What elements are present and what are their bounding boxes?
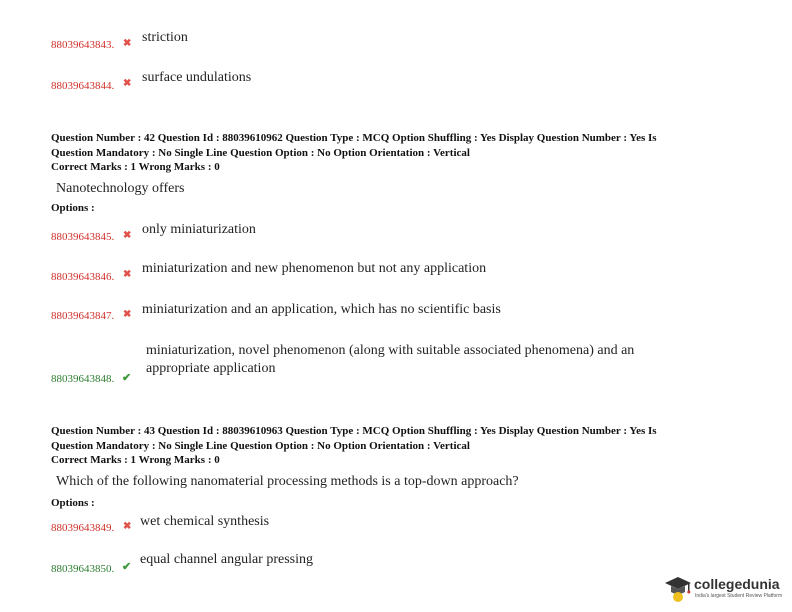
logo-name: collegedunia	[694, 576, 780, 592]
option-id: 88039643848.	[51, 373, 115, 385]
option-text: surface undulations	[142, 70, 252, 85]
question-marks: Correct Marks : 1 Wrong Marks : 0	[51, 454, 220, 466]
cross-icon: ✖	[123, 309, 132, 320]
option-text: only miniaturization	[142, 222, 256, 237]
option-id: 88039643850.	[51, 563, 115, 575]
check-icon: ✔	[122, 372, 132, 384]
question-text: Nanotechnology offers	[56, 181, 185, 196]
option-id: 88039643843.	[51, 39, 115, 51]
cross-icon: ✖	[123, 269, 132, 280]
question-meta-line: Question Number : 42 Question Id : 88039610962 Question Type : MCQ Option Shuffling : Yes Display Question Number : Yes Is	[51, 132, 657, 144]
question-meta-line: Question Number : 43 Question Id : 88039610963 Question Type : MCQ Option Shuffling : Yes Display Question Number : Yes Is	[51, 425, 657, 437]
option-id: 88039643847.	[51, 310, 115, 322]
cross-icon: ✖	[123, 78, 132, 89]
option-text: miniaturization and new phenomenon but not any application	[142, 261, 487, 276]
question-meta	[51, 131, 741, 175]
collegedunia-logo	[664, 574, 786, 606]
option-id: 88039643844.	[51, 80, 115, 92]
question-marks: Correct Marks : 1 Wrong Marks : 0	[51, 161, 220, 173]
cross-icon: ✖	[123, 38, 132, 49]
logo-tagline: India's largest Student Review Platform	[695, 593, 783, 599]
option-text: miniaturization, novel phenomenon (along with suitable associated phenomena) and an appropriate application	[146, 343, 635, 376]
options-label: Options :	[51, 202, 95, 214]
cross-icon: ✖	[123, 521, 132, 532]
question-meta-line: Question Mandatory : No Single Line Question Option : No Option Orientation : Vertical	[51, 146, 470, 159]
graduation-cap-icon	[664, 574, 692, 604]
option-text: wet chemical synthesis	[140, 514, 270, 529]
option-id: 88039643849.	[51, 522, 115, 534]
option-id: 88039643846.	[51, 271, 115, 283]
option-id: 88039643845.	[51, 231, 115, 243]
question-meta-line: Question Mandatory : No Single Line Question Option : No Option Orientation : Vertical	[51, 439, 470, 452]
options-label: Options :	[51, 497, 95, 509]
option-text: striction	[142, 30, 188, 45]
cross-icon: ✖	[123, 230, 132, 241]
option-text: equal channel angular pressing	[140, 552, 313, 567]
question-meta	[51, 424, 741, 468]
check-icon: ✔	[122, 561, 132, 573]
option-text: miniaturization and an application, which has no scientific basis	[142, 302, 501, 317]
question-text: Which of the following nanomaterial processing methods is a top-down approach?	[56, 474, 519, 489]
